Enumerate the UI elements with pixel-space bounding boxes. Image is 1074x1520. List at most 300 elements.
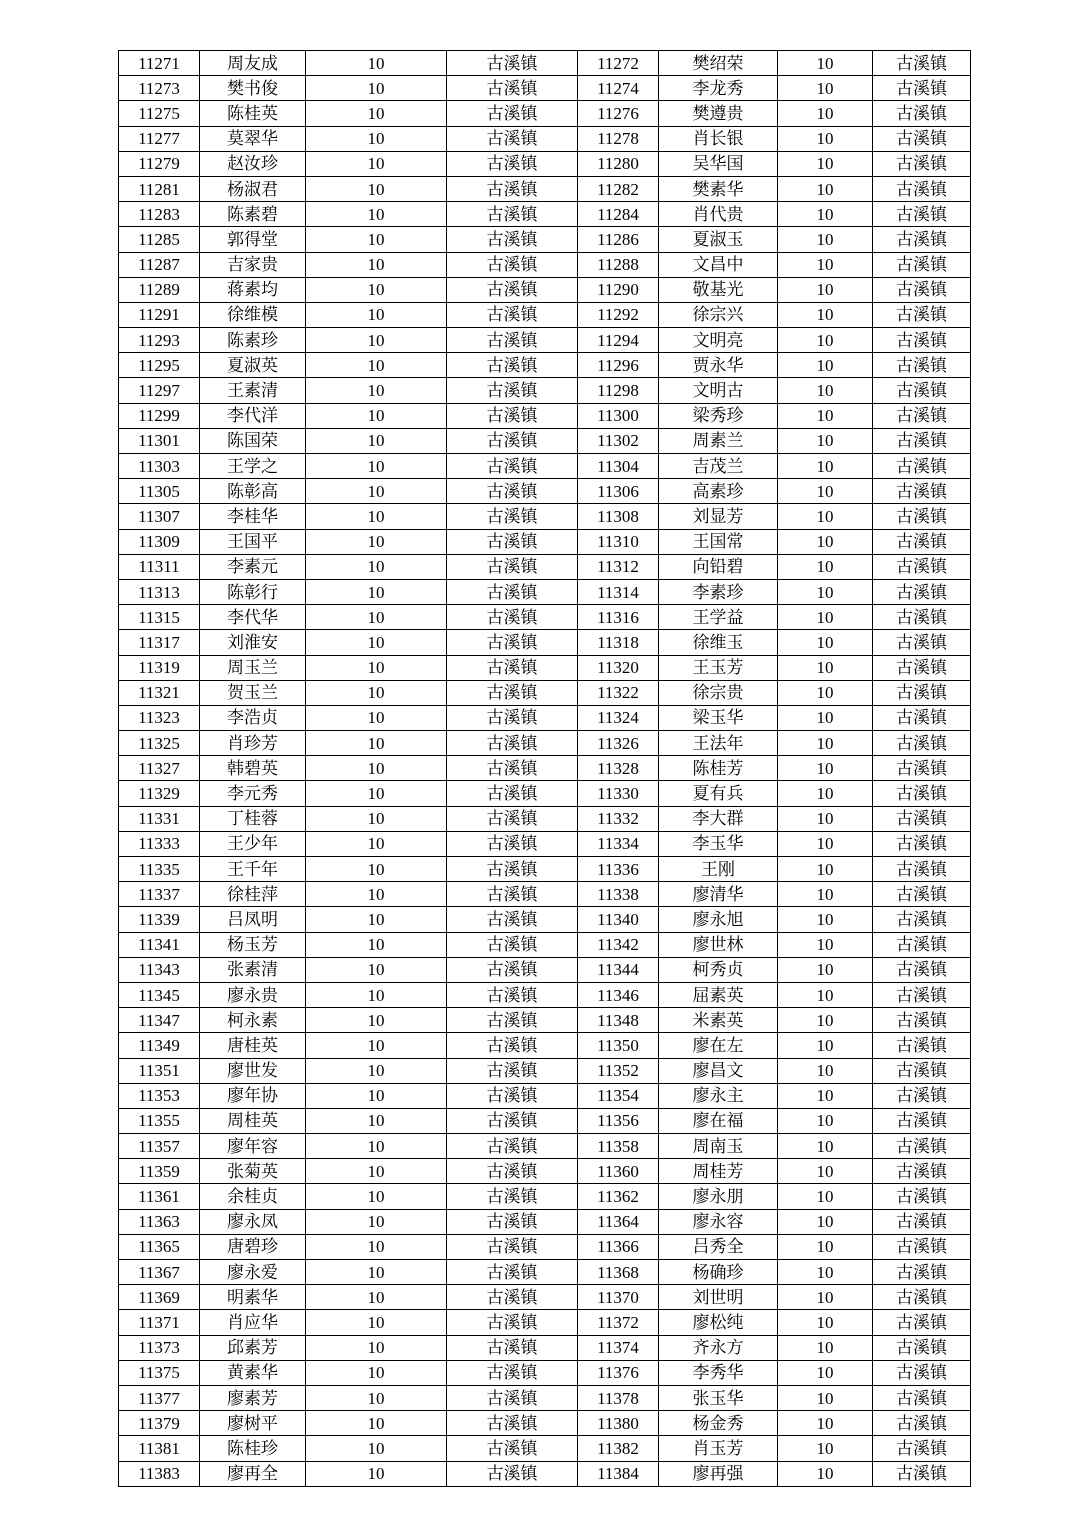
town-cell: 古溪镇: [447, 680, 578, 705]
record-id-cell: 11274: [578, 76, 659, 101]
record-id-cell: 11349: [119, 1033, 200, 1058]
name-cell: 王千年: [200, 857, 306, 882]
name-cell: 徐桂萍: [200, 882, 306, 907]
name-cell: 王刚: [659, 857, 778, 882]
town-cell: 古溪镇: [447, 328, 578, 353]
amount-cell: 10: [778, 479, 873, 504]
record-id-cell: 11350: [578, 1033, 659, 1058]
name-cell: 廖年容: [200, 1134, 306, 1159]
name-cell: 陈桂芳: [659, 756, 778, 781]
amount-cell: 10: [306, 529, 447, 554]
record-id-cell: 11272: [578, 51, 659, 76]
town-cell: 古溪镇: [873, 554, 971, 579]
amount-cell: 10: [778, 982, 873, 1007]
town-cell: 古溪镇: [447, 781, 578, 806]
town-cell: 古溪镇: [873, 1108, 971, 1133]
amount-cell: 10: [778, 1058, 873, 1083]
record-id-cell: 11283: [119, 202, 200, 227]
name-cell: 唐桂英: [200, 1033, 306, 1058]
record-id-cell: 11294: [578, 328, 659, 353]
amount-cell: 10: [778, 202, 873, 227]
amount-cell: 10: [778, 76, 873, 101]
town-cell: 古溪镇: [447, 957, 578, 982]
record-id-cell: 11288: [578, 252, 659, 277]
name-cell: 廖永主: [659, 1083, 778, 1108]
town-cell: 古溪镇: [447, 831, 578, 856]
name-cell: 廖松纯: [659, 1310, 778, 1335]
table-row: [119, 605, 971, 630]
name-cell: 文明古: [659, 378, 778, 403]
amount-cell: 10: [306, 756, 447, 781]
table-row: [119, 277, 971, 302]
name-cell: 陈素碧: [200, 202, 306, 227]
amount-cell: 10: [306, 252, 447, 277]
name-cell: 李秀华: [659, 1360, 778, 1385]
name-cell: 周桂英: [200, 1108, 306, 1133]
town-cell: 古溪镇: [447, 529, 578, 554]
town-cell: 古溪镇: [447, 302, 578, 327]
name-cell: 高素珍: [659, 479, 778, 504]
name-cell: 廖树平: [200, 1411, 306, 1436]
town-cell: 古溪镇: [873, 982, 971, 1007]
amount-cell: 10: [778, 756, 873, 781]
name-cell: 周南玉: [659, 1134, 778, 1159]
name-cell: 肖玉芳: [659, 1436, 778, 1461]
name-cell: 刘显芳: [659, 504, 778, 529]
record-id-cell: 11355: [119, 1108, 200, 1133]
record-id-cell: 11363: [119, 1209, 200, 1234]
amount-cell: 10: [778, 932, 873, 957]
amount-cell: 10: [778, 1385, 873, 1410]
town-cell: 古溪镇: [447, 378, 578, 403]
amount-cell: 10: [778, 907, 873, 932]
town-cell: 古溪镇: [873, 806, 971, 831]
town-cell: 古溪镇: [447, 101, 578, 126]
table-row: [119, 176, 971, 201]
town-cell: 古溪镇: [447, 227, 578, 252]
town-cell: 古溪镇: [873, 1260, 971, 1285]
record-id-cell: 11357: [119, 1134, 200, 1159]
name-cell: 廖世林: [659, 932, 778, 957]
amount-cell: 10: [306, 454, 447, 479]
record-id-cell: 11306: [578, 479, 659, 504]
town-cell: 古溪镇: [447, 1436, 578, 1461]
table-row: [119, 151, 971, 176]
amount-cell: 10: [306, 1134, 447, 1159]
record-id-cell: 11377: [119, 1385, 200, 1410]
amount-cell: 10: [306, 705, 447, 730]
name-cell: 陈国荣: [200, 428, 306, 453]
town-cell: 古溪镇: [873, 51, 971, 76]
name-cell: 陈桂珍: [200, 1436, 306, 1461]
town-cell: 古溪镇: [873, 126, 971, 151]
amount-cell: 10: [306, 126, 447, 151]
table-row: [119, 428, 971, 453]
town-cell: 古溪镇: [873, 529, 971, 554]
record-id-cell: 11353: [119, 1083, 200, 1108]
name-cell: 赵汝珍: [200, 151, 306, 176]
amount-cell: 10: [778, 655, 873, 680]
record-id-cell: 11278: [578, 126, 659, 151]
record-id-cell: 11383: [119, 1461, 200, 1486]
name-cell: 吴华国: [659, 151, 778, 176]
record-id-cell: 11280: [578, 151, 659, 176]
name-cell: 吉茂兰: [659, 454, 778, 479]
town-cell: 古溪镇: [873, 277, 971, 302]
record-id-cell: 11334: [578, 831, 659, 856]
town-cell: 古溪镇: [447, 579, 578, 604]
amount-cell: 10: [778, 1310, 873, 1335]
record-id-cell: 11314: [578, 579, 659, 604]
amount-cell: 10: [778, 781, 873, 806]
amount-cell: 10: [778, 302, 873, 327]
table-row: [119, 957, 971, 982]
town-cell: 古溪镇: [873, 378, 971, 403]
town-cell: 古溪镇: [873, 1411, 971, 1436]
amount-cell: 10: [778, 857, 873, 882]
town-cell: 古溪镇: [873, 907, 971, 932]
amount-cell: 10: [778, 378, 873, 403]
town-cell: 古溪镇: [447, 1058, 578, 1083]
town-cell: 古溪镇: [447, 1260, 578, 1285]
name-cell: 刘世明: [659, 1285, 778, 1310]
name-cell: 樊素华: [659, 176, 778, 201]
record-id-cell: 11379: [119, 1411, 200, 1436]
record-id-cell: 11356: [578, 1108, 659, 1133]
record-id-cell: 11291: [119, 302, 200, 327]
record-id-cell: 11275: [119, 101, 200, 126]
record-id-cell: 11380: [578, 1411, 659, 1436]
record-id-cell: 11370: [578, 1285, 659, 1310]
amount-cell: 10: [778, 403, 873, 428]
table-row: [119, 1436, 971, 1461]
name-cell: 敬基光: [659, 277, 778, 302]
record-id-cell: 11296: [578, 353, 659, 378]
town-cell: 古溪镇: [873, 1159, 971, 1184]
amount-cell: 10: [778, 1285, 873, 1310]
record-id-cell: 11297: [119, 378, 200, 403]
table-row: [119, 504, 971, 529]
amount-cell: 10: [306, 353, 447, 378]
record-id-cell: 11282: [578, 176, 659, 201]
record-id-cell: 11289: [119, 277, 200, 302]
name-cell: 徐宗兴: [659, 302, 778, 327]
record-id-cell: 11365: [119, 1234, 200, 1259]
town-cell: 古溪镇: [447, 1335, 578, 1360]
table-body: [119, 51, 971, 1487]
town-cell: 古溪镇: [873, 1436, 971, 1461]
table-row: [119, 781, 971, 806]
town-cell: 古溪镇: [873, 1360, 971, 1385]
amount-cell: 10: [778, 705, 873, 730]
record-id-cell: 11273: [119, 76, 200, 101]
record-id-cell: 11324: [578, 705, 659, 730]
name-cell: 王学之: [200, 454, 306, 479]
amount-cell: 10: [306, 806, 447, 831]
amount-cell: 10: [778, 806, 873, 831]
town-cell: 古溪镇: [447, 756, 578, 781]
town-cell: 古溪镇: [873, 932, 971, 957]
name-cell: 杨淑君: [200, 176, 306, 201]
record-id-cell: 11312: [578, 554, 659, 579]
record-id-cell: 11342: [578, 932, 659, 957]
record-id-cell: 11293: [119, 328, 200, 353]
record-id-cell: 11281: [119, 176, 200, 201]
record-id-cell: 11359: [119, 1159, 200, 1184]
record-id-cell: 11337: [119, 882, 200, 907]
record-id-cell: 11317: [119, 630, 200, 655]
amount-cell: 10: [778, 1108, 873, 1133]
town-cell: 古溪镇: [447, 731, 578, 756]
amount-cell: 10: [306, 1310, 447, 1335]
table-row: [119, 302, 971, 327]
amount-cell: 10: [306, 554, 447, 579]
amount-cell: 10: [306, 202, 447, 227]
record-id-cell: 11310: [578, 529, 659, 554]
town-cell: 古溪镇: [447, 202, 578, 227]
name-cell: 杨确珍: [659, 1260, 778, 1285]
record-id-cell: 11347: [119, 1008, 200, 1033]
town-cell: 古溪镇: [447, 1134, 578, 1159]
record-id-cell: 11341: [119, 932, 200, 957]
amount-cell: 10: [306, 428, 447, 453]
amount-cell: 10: [306, 1436, 447, 1461]
name-cell: 张菊英: [200, 1159, 306, 1184]
record-id-cell: 11360: [578, 1159, 659, 1184]
record-id-cell: 11316: [578, 605, 659, 630]
town-cell: 古溪镇: [873, 1461, 971, 1486]
name-cell: 李浩贞: [200, 705, 306, 730]
table-row: [119, 731, 971, 756]
name-cell: 吉家贵: [200, 252, 306, 277]
record-id-cell: 11330: [578, 781, 659, 806]
record-id-cell: 11313: [119, 579, 200, 604]
town-cell: 古溪镇: [447, 252, 578, 277]
name-cell: 李大群: [659, 806, 778, 831]
amount-cell: 10: [778, 428, 873, 453]
record-id-cell: 11382: [578, 1436, 659, 1461]
name-cell: 明素华: [200, 1285, 306, 1310]
name-cell: 王法年: [659, 731, 778, 756]
record-id-cell: 11292: [578, 302, 659, 327]
amount-cell: 10: [778, 1461, 873, 1486]
amount-cell: 10: [306, 1234, 447, 1259]
town-cell: 古溪镇: [447, 1461, 578, 1486]
amount-cell: 10: [306, 1033, 447, 1058]
table-row: [119, 554, 971, 579]
name-cell: 陈彰行: [200, 579, 306, 604]
amount-cell: 10: [778, 151, 873, 176]
amount-cell: 10: [306, 277, 447, 302]
amount-cell: 10: [306, 403, 447, 428]
name-cell: 梁玉华: [659, 705, 778, 730]
town-cell: 古溪镇: [873, 1083, 971, 1108]
record-id-cell: 11277: [119, 126, 200, 151]
amount-cell: 10: [306, 831, 447, 856]
record-id-cell: 11287: [119, 252, 200, 277]
record-id-cell: 11335: [119, 857, 200, 882]
table-row: [119, 1033, 971, 1058]
record-id-cell: 11367: [119, 1260, 200, 1285]
town-cell: 古溪镇: [873, 605, 971, 630]
name-cell: 屈素英: [659, 982, 778, 1007]
town-cell: 古溪镇: [447, 1360, 578, 1385]
record-id-cell: 11321: [119, 680, 200, 705]
amount-cell: 10: [306, 1285, 447, 1310]
table-row: [119, 630, 971, 655]
name-cell: 王少年: [200, 831, 306, 856]
name-cell: 李素珍: [659, 579, 778, 604]
town-cell: 古溪镇: [873, 76, 971, 101]
table-row: [119, 932, 971, 957]
town-cell: 古溪镇: [873, 1008, 971, 1033]
name-cell: 廖再强: [659, 1461, 778, 1486]
name-cell: 廖年协: [200, 1083, 306, 1108]
amount-cell: 10: [778, 1411, 873, 1436]
table-row: [119, 1285, 971, 1310]
name-cell: 陈桂英: [200, 101, 306, 126]
amount-cell: 10: [778, 1436, 873, 1461]
name-cell: 廖再全: [200, 1461, 306, 1486]
town-cell: 古溪镇: [873, 630, 971, 655]
amount-cell: 10: [778, 1360, 873, 1385]
town-cell: 古溪镇: [873, 504, 971, 529]
town-cell: 古溪镇: [873, 1234, 971, 1259]
table-row: [119, 1461, 971, 1486]
record-id-cell: 11271: [119, 51, 200, 76]
record-id-cell: 11344: [578, 957, 659, 982]
name-cell: 廖永旭: [659, 907, 778, 932]
amount-cell: 10: [778, 51, 873, 76]
record-id-cell: 11301: [119, 428, 200, 453]
town-cell: 古溪镇: [447, 176, 578, 201]
town-cell: 古溪镇: [873, 756, 971, 781]
amount-cell: 10: [778, 1260, 873, 1285]
amount-cell: 10: [306, 328, 447, 353]
amount-cell: 10: [306, 302, 447, 327]
table-row: [119, 1008, 971, 1033]
town-cell: 古溪镇: [447, 630, 578, 655]
amount-cell: 10: [306, 630, 447, 655]
town-cell: 古溪镇: [447, 605, 578, 630]
town-cell: 古溪镇: [873, 857, 971, 882]
town-cell: 古溪镇: [447, 1159, 578, 1184]
table-row: [119, 1335, 971, 1360]
table-row: [119, 1209, 971, 1234]
name-cell: 廖昌文: [659, 1058, 778, 1083]
name-cell: 王素清: [200, 378, 306, 403]
name-cell: 陈彰高: [200, 479, 306, 504]
table-row: [119, 227, 971, 252]
record-id-cell: 11290: [578, 277, 659, 302]
town-cell: 古溪镇: [873, 831, 971, 856]
name-cell: 唐碧珍: [200, 1234, 306, 1259]
name-cell: 肖珍芳: [200, 731, 306, 756]
table-row: [119, 328, 971, 353]
town-cell: 古溪镇: [873, 680, 971, 705]
town-cell: 古溪镇: [873, 403, 971, 428]
amount-cell: 10: [778, 1033, 873, 1058]
town-cell: 古溪镇: [873, 1335, 971, 1360]
name-cell: 王学益: [659, 605, 778, 630]
amount-cell: 10: [778, 126, 873, 151]
town-cell: 古溪镇: [873, 353, 971, 378]
record-id-cell: 11304: [578, 454, 659, 479]
amount-cell: 10: [306, 504, 447, 529]
name-cell: 贾永华: [659, 353, 778, 378]
amount-cell: 10: [778, 1184, 873, 1209]
record-id-cell: 11325: [119, 731, 200, 756]
record-id-cell: 11373: [119, 1335, 200, 1360]
amount-cell: 10: [778, 579, 873, 604]
amount-cell: 10: [306, 51, 447, 76]
record-id-cell: 11366: [578, 1234, 659, 1259]
amount-cell: 10: [778, 101, 873, 126]
record-id-cell: 11305: [119, 479, 200, 504]
name-cell: 郭得堂: [200, 227, 306, 252]
name-cell: 廖永贵: [200, 982, 306, 1007]
record-id-cell: 11376: [578, 1360, 659, 1385]
record-id-cell: 11338: [578, 882, 659, 907]
town-cell: 古溪镇: [873, 882, 971, 907]
name-cell: 周素兰: [659, 428, 778, 453]
table-row: [119, 529, 971, 554]
amount-cell: 10: [778, 353, 873, 378]
amount-cell: 10: [306, 1083, 447, 1108]
name-cell: 周玉兰: [200, 655, 306, 680]
record-id-cell: 11381: [119, 1436, 200, 1461]
table-row: [119, 353, 971, 378]
table-row: [119, 579, 971, 604]
record-id-cell: 11369: [119, 1285, 200, 1310]
table-row: [119, 655, 971, 680]
name-cell: 徐维模: [200, 302, 306, 327]
town-cell: 古溪镇: [873, 781, 971, 806]
name-cell: 肖长银: [659, 126, 778, 151]
name-cell: 梁秀珍: [659, 403, 778, 428]
amount-cell: 10: [778, 176, 873, 201]
town-cell: 古溪镇: [873, 151, 971, 176]
amount-cell: 10: [778, 1008, 873, 1033]
record-id-cell: 11295: [119, 353, 200, 378]
town-cell: 古溪镇: [873, 328, 971, 353]
record-id-cell: 11276: [578, 101, 659, 126]
name-cell: 余桂贞: [200, 1184, 306, 1209]
amount-cell: 10: [306, 1209, 447, 1234]
record-id-cell: 11339: [119, 907, 200, 932]
name-cell: 夏淑玉: [659, 227, 778, 252]
name-cell: 夏有兵: [659, 781, 778, 806]
name-cell: 韩碧英: [200, 756, 306, 781]
name-cell: 徐宗贵: [659, 680, 778, 705]
name-cell: 文明亮: [659, 328, 778, 353]
table-row: [119, 1310, 971, 1335]
record-id-cell: 11336: [578, 857, 659, 882]
amount-cell: 10: [778, 554, 873, 579]
town-cell: 古溪镇: [873, 1209, 971, 1234]
record-id-cell: 11375: [119, 1360, 200, 1385]
town-cell: 古溪镇: [873, 1310, 971, 1335]
name-cell: 李代华: [200, 605, 306, 630]
name-cell: 张素清: [200, 957, 306, 982]
town-cell: 古溪镇: [447, 857, 578, 882]
name-cell: 丁桂蓉: [200, 806, 306, 831]
table-row: [119, 1184, 971, 1209]
table-row: [119, 831, 971, 856]
record-id-cell: 11372: [578, 1310, 659, 1335]
amount-cell: 10: [778, 605, 873, 630]
name-cell: 吕凤明: [200, 907, 306, 932]
